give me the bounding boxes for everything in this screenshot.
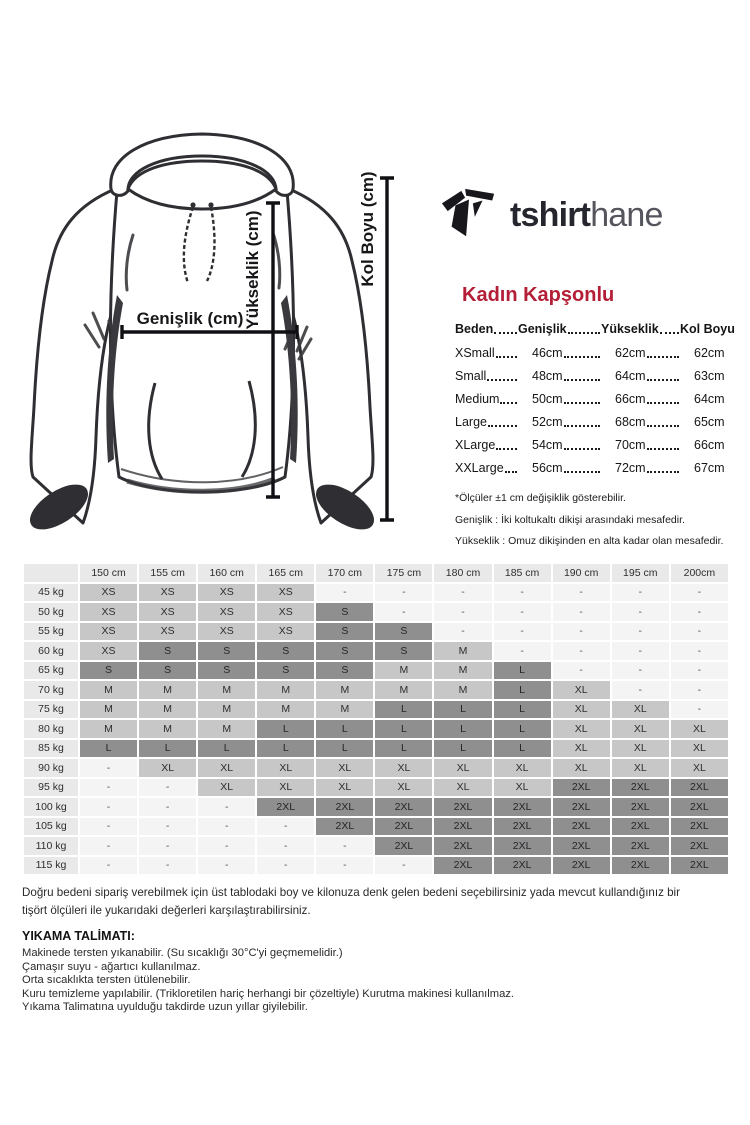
matrix-size-cell: - — [612, 681, 669, 699]
matrix-weight-label: 110 kg — [24, 837, 78, 855]
matrix-size-cell: 2XL — [612, 798, 669, 816]
matrix-size-cell: M — [316, 681, 373, 699]
size-table-cell: 66cm — [694, 438, 725, 452]
matrix-size-cell: L — [434, 740, 491, 758]
matrix-size-cell: 2XL — [671, 779, 728, 797]
washing-instructions-list — [22, 947, 514, 1015]
matrix-size-cell: M — [80, 681, 137, 699]
size-table-cell: 64cm — [601, 369, 680, 383]
size-table-cell: 67cm — [694, 461, 725, 475]
size-table-row — [455, 369, 733, 383]
matrix-size-cell: 2XL — [671, 837, 728, 855]
dotted-leader — [488, 425, 517, 427]
matrix-size-cell: M — [198, 720, 255, 738]
matrix-size-cell: - — [671, 662, 728, 680]
matrix-size-cell: 2XL — [671, 857, 728, 875]
size-table-cell: 70cm — [601, 438, 680, 452]
matrix-row — [24, 603, 728, 621]
matrix-size-cell: L — [434, 701, 491, 719]
matrix-size-cell: XL — [671, 720, 728, 738]
matrix-size-cell: 2XL — [434, 818, 491, 836]
matrix-size-cell: XL — [671, 759, 728, 777]
matrix-size-cell: 2XL — [612, 837, 669, 855]
matrix-size-cell: L — [375, 701, 432, 719]
size-table-cell: 48cm — [518, 369, 601, 383]
size-table-row — [455, 438, 733, 452]
matrix-size-cell: - — [139, 857, 196, 875]
size-measurements-table — [455, 322, 733, 484]
matrix-size-cell: - — [80, 779, 137, 797]
dotted-leader — [564, 379, 600, 381]
matrix-size-cell: - — [375, 584, 432, 602]
matrix-size-cell: S — [316, 642, 373, 660]
matrix-size-cell: 2XL — [671, 798, 728, 816]
matrix-height-header: 195 cm — [612, 564, 669, 582]
matrix-size-cell: - — [553, 662, 610, 680]
matrix-size-cell: - — [257, 837, 314, 855]
matrix-height-header: 155 cm — [139, 564, 196, 582]
size-table-cell: 68cm — [601, 415, 680, 429]
matrix-size-cell: - — [553, 642, 610, 660]
matrix-height-header: 165 cm — [257, 564, 314, 582]
matrix-size-cell: - — [553, 584, 610, 602]
matrix-size-cell: M — [434, 662, 491, 680]
matrix-size-cell: L — [494, 662, 551, 680]
matrix-row — [24, 720, 728, 738]
dotted-leader — [647, 402, 679, 404]
height-weight-size-matrix — [22, 562, 730, 876]
matrix-size-cell: XL — [612, 740, 669, 758]
matrix-size-cell: S — [316, 603, 373, 621]
matrix-weight-label: 95 kg — [24, 779, 78, 797]
matrix-size-cell: L — [257, 740, 314, 758]
width-measure-label: Genişlik (cm) — [136, 309, 244, 328]
size-table-cell: 63cm — [694, 369, 725, 383]
matrix-size-cell: 2XL — [553, 818, 610, 836]
washing-instruction-item: Orta sıcaklıkta tersten ütülenebilir. — [22, 974, 191, 986]
matrix-size-cell: XL — [434, 759, 491, 777]
matrix-size-cell: 2XL — [375, 798, 432, 816]
matrix-height-header: 180 cm — [434, 564, 491, 582]
matrix-size-cell: 2XL — [316, 798, 373, 816]
matrix-size-cell: S — [198, 642, 255, 660]
size-matrix-table — [22, 562, 730, 876]
matrix-size-cell: M — [198, 701, 255, 719]
size-table-cell: 56cm — [518, 461, 601, 475]
washing-instruction-item: Çamaşır suyu - ağartıcı kullanılmaz. — [22, 960, 201, 973]
matrix-size-cell: M — [434, 642, 491, 660]
matrix-size-cell: XS — [257, 603, 314, 621]
matrix-size-cell: - — [257, 857, 314, 875]
size-table-row — [455, 461, 733, 475]
matrix-size-cell: L — [434, 720, 491, 738]
dotted-leader — [647, 448, 679, 450]
matrix-row — [24, 798, 728, 816]
matrix-size-cell: L — [257, 720, 314, 738]
matrix-size-cell: - — [553, 603, 610, 621]
dotted-leader — [496, 356, 517, 358]
matrix-size-cell: S — [375, 642, 432, 660]
matrix-size-cell: 2XL — [553, 837, 610, 855]
dotted-leader — [505, 471, 517, 473]
matrix-size-cell: S — [257, 642, 314, 660]
matrix-weight-label: 80 kg — [24, 720, 78, 738]
matrix-size-cell: S — [139, 662, 196, 680]
matrix-size-cell: 2XL — [494, 837, 551, 855]
matrix-weight-label: 100 kg — [24, 798, 78, 816]
matrix-size-cell: M — [316, 701, 373, 719]
matrix-size-cell: - — [434, 603, 491, 621]
matrix-size-cell: XL — [198, 759, 255, 777]
hoodie-body — [111, 184, 294, 493]
size-table-cell: 72cm — [601, 461, 680, 475]
dotted-leader — [647, 356, 679, 358]
matrix-size-cell: XL — [494, 779, 551, 797]
matrix-weight-label: 65 kg — [24, 662, 78, 680]
matrix-size-cell: S — [375, 623, 432, 641]
size-table-cell: Yükseklik — [601, 322, 680, 336]
matrix-size-cell: XL — [612, 701, 669, 719]
height-measure-label: Yükseklik (cm) — [243, 210, 262, 330]
hoodie-collar-opening — [128, 161, 276, 209]
matrix-size-cell: M — [375, 681, 432, 699]
matrix-size-cell: - — [80, 798, 137, 816]
matrix-size-cell: XS — [139, 603, 196, 621]
washing-instruction-item: Yıkama Talimatına uyulduğu takdirde uzun yıllar giyilebilir. — [22, 1001, 308, 1013]
size-table-header-row — [455, 322, 733, 336]
matrix-weight-label: 70 kg — [24, 681, 78, 699]
matrix-size-cell: XL — [553, 681, 610, 699]
measurement-note: Yükseklik : Omuz dikişinden en alta kadar olan mesafedir. — [455, 535, 724, 547]
size-table-cell: 64cm — [694, 392, 725, 406]
hoodie-left-sleeve — [31, 189, 120, 523]
matrix-size-cell: XL — [434, 779, 491, 797]
matrix-size-cell: M — [198, 681, 255, 699]
size-table-row — [455, 415, 733, 429]
matrix-size-cell: - — [198, 798, 255, 816]
matrix-height-header: 200cm — [671, 564, 728, 582]
matrix-size-cell: L — [139, 740, 196, 758]
matrix-size-cell: - — [139, 798, 196, 816]
matrix-weight-label: 60 kg — [24, 642, 78, 660]
matrix-size-cell: M — [139, 701, 196, 719]
matrix-size-cell: - — [80, 818, 137, 836]
matrix-size-cell: - — [139, 818, 196, 836]
matrix-size-cell: XS — [80, 642, 137, 660]
matrix-size-cell: 2XL — [375, 837, 432, 855]
matrix-row — [24, 701, 728, 719]
matrix-size-cell: L — [80, 740, 137, 758]
matrix-size-cell: L — [494, 720, 551, 738]
matrix-size-cell: - — [139, 837, 196, 855]
matrix-row — [24, 740, 728, 758]
matrix-size-cell: XS — [139, 584, 196, 602]
matrix-row — [24, 681, 728, 699]
dotted-leader — [660, 332, 679, 334]
matrix-size-cell: S — [139, 642, 196, 660]
matrix-size-cell: - — [375, 603, 432, 621]
matrix-row — [24, 818, 728, 836]
matrix-size-cell: - — [198, 837, 255, 855]
matrix-size-cell: - — [316, 584, 373, 602]
matrix-weight-label: 85 kg — [24, 740, 78, 758]
brand-logo — [440, 186, 663, 244]
size-table-cell: 62cm — [601, 346, 680, 360]
matrix-size-cell: - — [434, 623, 491, 641]
dotted-leader — [487, 379, 517, 381]
hoodie-figure — [25, 125, 430, 545]
matrix-size-cell: - — [612, 623, 669, 641]
matrix-size-cell: XL — [375, 759, 432, 777]
matrix-corner-cell — [24, 564, 78, 582]
matrix-size-cell: 2XL — [257, 798, 314, 816]
matrix-size-cell: XL — [139, 759, 196, 777]
matrix-size-cell: 2XL — [553, 857, 610, 875]
size-table-cell: XSmall — [455, 346, 518, 360]
size-table-cell: 66cm — [601, 392, 680, 406]
matrix-weight-label: 55 kg — [24, 623, 78, 641]
matrix-size-cell: - — [612, 662, 669, 680]
dotted-leader — [564, 356, 600, 358]
matrix-size-cell: M — [80, 701, 137, 719]
matrix-size-cell: 2XL — [553, 779, 610, 797]
size-table-cell: Genişlik — [518, 322, 601, 336]
dotted-leader — [647, 379, 679, 381]
matrix-size-cell: - — [257, 818, 314, 836]
matrix-size-cell: - — [139, 779, 196, 797]
brand-wordmark — [510, 196, 663, 235]
size-table-cell: XXLarge — [455, 461, 518, 475]
matrix-weight-label: 115 kg — [24, 857, 78, 875]
matrix-size-cell: - — [80, 857, 137, 875]
matrix-weight-label: 45 kg — [24, 584, 78, 602]
matrix-size-cell: S — [257, 662, 314, 680]
measurement-note: *Ölçüler ±1 cm değişiklik gösterebilir. — [455, 492, 626, 504]
matrix-row — [24, 857, 728, 875]
matrix-header-row — [24, 564, 728, 582]
matrix-size-cell: XS — [198, 603, 255, 621]
measurement-note: Genişlik : İki koltukaltı dikişi arasındaki mesafedir. — [455, 513, 685, 526]
matrix-size-cell: S — [316, 662, 373, 680]
matrix-size-cell: M — [375, 662, 432, 680]
matrix-size-cell: 2XL — [434, 837, 491, 855]
matrix-size-cell: 2XL — [494, 798, 551, 816]
matrix-size-cell: 2XL — [494, 818, 551, 836]
matrix-weight-label: 90 kg — [24, 759, 78, 777]
washing-instruction-item: Kuru temizleme yapılabilir. (Trikloretilen hariç herhangi bir çözeltiyle) Kurutma makinesi kullanılmaz. — [22, 987, 515, 1000]
sleeve-measure-line — [380, 178, 394, 520]
matrix-size-cell: XL — [553, 740, 610, 758]
matrix-size-cell: 2XL — [316, 818, 373, 836]
matrix-size-cell: L — [494, 740, 551, 758]
matrix-size-cell: XS — [257, 584, 314, 602]
matrix-size-cell: 2XL — [612, 818, 669, 836]
size-table-cell: Beden — [455, 322, 518, 336]
matrix-weight-label: 105 kg — [24, 818, 78, 836]
matrix-size-cell: M — [139, 720, 196, 738]
matrix-size-cell: XS — [257, 623, 314, 641]
matrix-weight-label: 75 kg — [24, 701, 78, 719]
size-table-row — [455, 392, 733, 406]
matrix-size-cell: XS — [198, 584, 255, 602]
matrix-size-cell: - — [671, 603, 728, 621]
matrix-size-cell: - — [612, 603, 669, 621]
sleeve-measure-label: Kol Boyu (cm) — [358, 171, 377, 287]
matrix-size-cell: L — [375, 720, 432, 738]
size-table-cell: 50cm — [518, 392, 601, 406]
matrix-size-cell: - — [316, 857, 373, 875]
dotted-leader — [568, 332, 600, 334]
matrix-size-cell: - — [494, 642, 551, 660]
washing-instruction-item: Makinede tersten yıkanabilir. (Su sıcaklığı 30°C'yi geçmemelidir.) — [22, 947, 343, 959]
matrix-size-cell: 2XL — [494, 857, 551, 875]
matrix-size-cell: XL — [612, 759, 669, 777]
matrix-size-cell: - — [494, 623, 551, 641]
matrix-height-header: 190 cm — [553, 564, 610, 582]
matrix-size-cell: M — [257, 701, 314, 719]
matrix-size-cell: - — [553, 623, 610, 641]
matrix-size-cell: - — [494, 584, 551, 602]
matrix-size-cell: - — [316, 837, 373, 855]
matrix-height-header: 170 cm — [316, 564, 373, 582]
matrix-size-cell: L — [375, 740, 432, 758]
matrix-size-cell: - — [80, 759, 137, 777]
matrix-size-cell: M — [257, 681, 314, 699]
matrix-size-cell: L — [494, 701, 551, 719]
matrix-size-cell: XL — [316, 779, 373, 797]
matrix-size-cell: L — [316, 720, 373, 738]
matrix-size-cell: 2XL — [612, 857, 669, 875]
matrix-row — [24, 623, 728, 641]
matrix-size-cell: 2XL — [671, 818, 728, 836]
size-table-cell: Large — [455, 415, 518, 429]
matrix-size-cell: - — [671, 642, 728, 660]
matrix-size-cell: L — [198, 740, 255, 758]
matrix-size-cell: 2XL — [434, 798, 491, 816]
matrix-size-cell: XL — [612, 720, 669, 738]
dotted-leader — [564, 448, 600, 450]
matrix-size-cell: - — [612, 642, 669, 660]
matrix-size-cell: XL — [553, 759, 610, 777]
matrix-size-cell: XL — [198, 779, 255, 797]
matrix-size-cell: XS — [139, 623, 196, 641]
matrix-size-cell: XS — [80, 584, 137, 602]
matrix-row — [24, 837, 728, 855]
matrix-size-cell: XL — [257, 779, 314, 797]
hoodie-illustration — [25, 125, 430, 545]
matrix-row — [24, 759, 728, 777]
matrix-row — [24, 584, 728, 602]
dotted-leader — [564, 402, 600, 404]
dotted-leader — [647, 471, 679, 473]
washing-instructions-title: YIKAMA TALİMATI: — [22, 929, 135, 943]
matrix-row — [24, 642, 728, 660]
matrix-size-cell: XS — [80, 623, 137, 641]
matrix-row — [24, 779, 728, 797]
matrix-size-cell: - — [671, 681, 728, 699]
matrix-height-header: 185 cm — [494, 564, 551, 582]
size-table-cell: 54cm — [518, 438, 601, 452]
brand-logo-icon — [440, 186, 498, 244]
matrix-height-header: 175 cm — [375, 564, 432, 582]
matrix-size-cell: - — [80, 837, 137, 855]
matrix-size-cell: XL — [375, 779, 432, 797]
matrix-size-cell: L — [494, 681, 551, 699]
matrix-size-cell: - — [198, 818, 255, 836]
size-table-cell: Medium — [455, 392, 518, 406]
matrix-size-cell: - — [434, 584, 491, 602]
matrix-size-cell: S — [316, 623, 373, 641]
matrix-size-cell: M — [139, 681, 196, 699]
dotted-leader — [494, 332, 517, 334]
matrix-row — [24, 662, 728, 680]
matrix-size-cell: M — [434, 681, 491, 699]
matrix-height-header: 160 cm — [198, 564, 255, 582]
matrix-size-cell: - — [375, 857, 432, 875]
product-title: Kadın Kapşonlu — [462, 284, 615, 306]
matrix-size-cell: - — [494, 603, 551, 621]
dotted-leader — [496, 448, 517, 450]
size-table-row — [455, 346, 733, 360]
dotted-leader — [647, 425, 679, 427]
matrix-size-cell: - — [671, 623, 728, 641]
matrix-size-cell: XL — [553, 701, 610, 719]
size-table-cell: 62cm — [694, 346, 725, 360]
measurement-notes — [455, 492, 723, 557]
matrix-size-cell: 2XL — [553, 798, 610, 816]
matrix-size-cell: XS — [80, 603, 137, 621]
brand-wordmark-light: hane — [590, 195, 663, 234]
size-table-cell: 65cm — [694, 415, 725, 429]
matrix-size-cell: XL — [257, 759, 314, 777]
matrix-size-cell: M — [80, 720, 137, 738]
matrix-size-cell: 2XL — [612, 779, 669, 797]
matrix-size-cell: 2XL — [375, 818, 432, 836]
matrix-size-cell: XS — [198, 623, 255, 641]
matrix-height-header: 150 cm — [80, 564, 137, 582]
matrix-size-cell: XL — [553, 720, 610, 738]
size-table-cell: Small — [455, 369, 518, 383]
size-table-cell: Kol Boyu — [680, 322, 735, 336]
matrix-size-cell: XL — [671, 740, 728, 758]
dotted-leader — [500, 402, 517, 404]
size-table-cell: XLarge — [455, 438, 518, 452]
matrix-size-cell: 2XL — [434, 857, 491, 875]
matrix-size-cell: - — [671, 584, 728, 602]
matrix-size-cell: L — [316, 740, 373, 758]
matrix-size-cell: - — [198, 857, 255, 875]
dotted-leader — [564, 425, 600, 427]
matrix-size-cell: - — [671, 701, 728, 719]
matrix-size-cell: XL — [316, 759, 373, 777]
matrix-size-cell: S — [80, 662, 137, 680]
fit-advice-paragraph: Doğru bedeni sipariş verebilmek için üst tablodaki boy ve kilonuza denk gelen bedeni seçebilirsiniz yada mevcut kullandığınız bir tişört ölçüleri ile yukarıdaki değerleri karşılaştırabilirsiniz. — [22, 886, 680, 917]
matrix-size-cell: XL — [494, 759, 551, 777]
matrix-size-cell: - — [612, 584, 669, 602]
size-table-cell: 52cm — [518, 415, 601, 429]
matrix-size-cell: S — [198, 662, 255, 680]
dotted-leader — [564, 471, 600, 473]
brand-wordmark-bold: tshirt — [510, 195, 591, 234]
matrix-weight-label: 50 kg — [24, 603, 78, 621]
size-table-cell: 46cm — [518, 346, 601, 360]
